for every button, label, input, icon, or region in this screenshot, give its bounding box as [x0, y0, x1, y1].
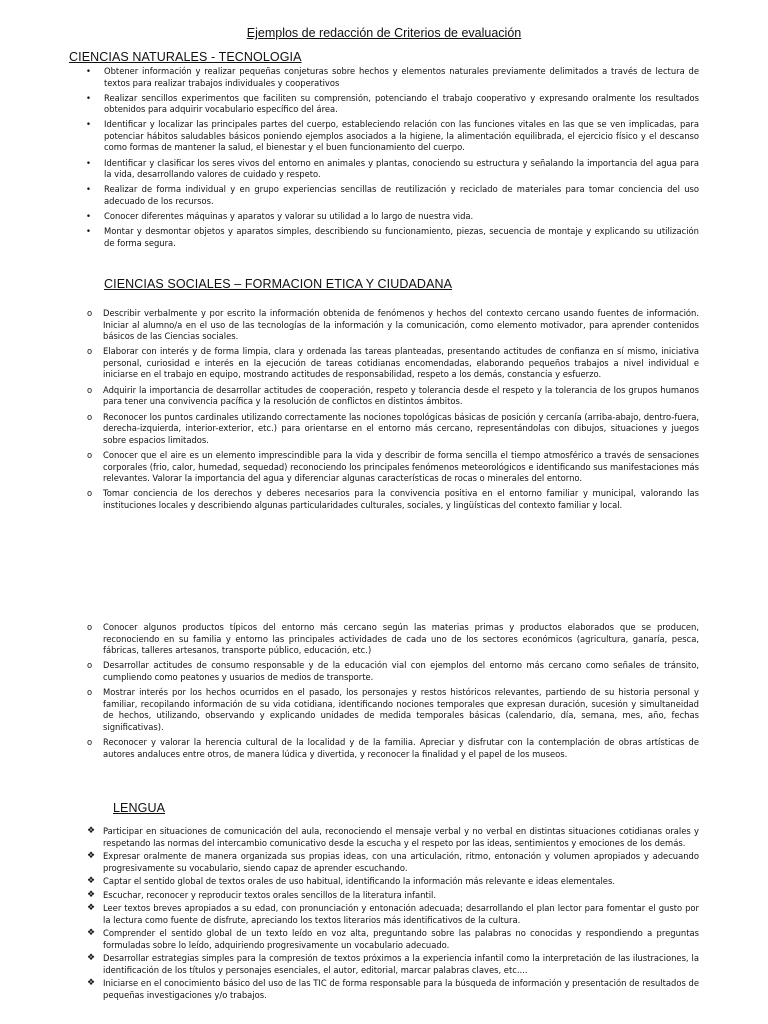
section-heading-lengua: LENGUA — [113, 801, 166, 815]
list-item: • Montar y desmontar objetos y aparatos simples, describiendo su funcionamiento, piezas, secuencia de montaje y explicando su utilización de forma segura. — [86, 226, 699, 248]
diamond-bullet-icon: ❖ — [87, 978, 96, 988]
diamond-bullet-icon: ❖ — [87, 889, 96, 900]
list-item: o Reconocer los puntos cardinales utilizando correctamente las nociones topológicas básicas de posición y cercanía (arriba-abajo, dentro-fuera, derecha-izquierda, interior-exterior, etc.) para orientarse en el entorno más cercano, representándolas con dibujos, situaciones y juegos sobre espacios limitados. — [87, 411, 699, 445]
circle-bullet-icon: o — [87, 308, 93, 318]
list-item: ❖ Leer textos breves apropiados a su edad, con pronunciación y entonación adecuada; desarrollando el plan lector para fomentar el gusto por la lectura como fuente de disfrute, apreciando los textos literarios más identificativos de la cultura. — [87, 903, 699, 925]
circle-bullet-icon: o — [87, 384, 93, 395]
list-item: o Tomar conciencia de los derechos y deberes necesarios para la convivencia positiva en el entorno familiar y municipal, valorando las instituciones locales y describiendo algunas particularidades culturales, sociales, y lingüísticas del contexto familiar y local. — [87, 488, 699, 510]
list-item: o Elaborar con interés y de forma limpia, clara y ordenada las tareas planteadas, presentando actitudes de confianza en sí mismo, iniciativa personal, curiosidad e interés en la ejecución de tareas cotidianas encomendadas, elaborando pequeños trabajos a nivel individual e iniciarse en el trabajo en equipo, mostrando actitudes de responsabilidad, respeto a los demás, constancia y esfuerzo. — [87, 346, 699, 380]
ciencias-naturales-list — [86, 66, 699, 253]
list-item: ❖ Participar en situaciones de comunicación del aula, reconociendo el mensaje verbal y no verbal en distintas situaciones cotidianas orales y respetando las normas del intercambio comunicativo desde la escucha y el respeto por las ideas, sentimientos y emociones de los demás. — [87, 826, 699, 848]
list-item: ❖ Desarrollar estrategias simples para la compresión de textos próximos a la experiencia infantil como la interpretación de las ilustraciones, la identificación de los títulos y personajes esenciales, el autor, editorial, marcar palabras claves, etc.... — [87, 953, 699, 975]
list-item: • Realizar de forma individual y en grupo experiencias sencillas de reutilización y reciclado de materiales para tomar conciencia del uso adecuado de los recursos. — [86, 184, 699, 206]
diamond-bullet-icon: ❖ — [87, 903, 96, 913]
diamond-bullet-icon: ❖ — [87, 953, 96, 963]
circle-bullet-icon: o — [87, 411, 93, 422]
list-item: o Mostrar interés por los hechos ocurridos en el pasado, los personajes y restos históricos relevantes, partiendo de su historia personal y familiar, recopilando información de su vida cotidiana, identificando nociones temporales que expresan duración, sucesión y simultaneidad de hechos, utilizando, observando y explicando unidades de medida temporales básicas (calendario, día, semana, mes, año, fechas significativas). — [87, 687, 699, 732]
list-item: ❖ Iniciarse en el conocimiento básico del uso de las TIC de forma responsable para la búsqueda de información y presentación de resultados de pequeñas investigaciones y/o trabajos. — [87, 978, 699, 1000]
diamond-bullet-icon: ❖ — [87, 928, 96, 938]
circle-bullet-icon: o — [87, 737, 93, 748]
bullet-icon: • — [86, 92, 91, 103]
list-item: o Reconocer y valorar la herencia cultural de la localidad y de la familia. Apreciar y disfrutar con la contemplación de obras artísticas de autores andaluces entre otros, de manera lúdica y divertida, y reconocer la finalidad y el papel de los museos. — [87, 737, 699, 759]
list-item: ❖ Escuchar, reconocer y reproducir textos orales sencillos de la literatura infantil. — [87, 889, 437, 900]
list-item: ❖ Comprender el sentido global de un texto leído en voz alta, preguntando sobre las palabras no conocidas y respondiendo a preguntas formuladas sobre lo leído, adquiriendo progresivamente un vocabulario adecuado. — [87, 928, 699, 950]
list-item: • Identificar y clasificar los seres vivos del entorno en animales y plantas, conociendo su estructura y señalando la importancia del agua para la vida, desarrollando valores de cuidado y respeto. — [86, 157, 699, 180]
list-item: o Describir verbalmente y por escrito la información obtenida de fenómenos y hechos del contexto cercano usando fuentes de información. Iniciar al alumno/a en el uso de las tecnologías de la información y la comunicación, como elemento motivador, para aprender contenidos básicos de las Ciencias sociales. — [87, 308, 699, 341]
lengua-list — [87, 826, 699, 1003]
ciencias-sociales-list — [87, 308, 699, 515]
list-item: • Obtener información y realizar pequeñas conjeturas sobre hechos y elementos naturales previamente delimitados a través de lectura de textos para realizar trabajos individuales y cooperativos — [86, 66, 699, 88]
circle-bullet-icon: o — [87, 450, 93, 461]
list-item: ❖ Expresar oralmente de manera organizada sus propias ideas, con una articulación, ritmo, entonación y volumen apropiados y adecuando progresivamente su vocabulario, siendo capaz de aprender escuchando. — [87, 851, 699, 873]
list-item: o Adquirir la importancia de desarrollar actitudes de cooperación, respeto y tolerancia desde el respeto y la tolerancia de los grupos humanos para tener una convivencia pacífica y la resolución de conflictos en distintos ámbitos. — [87, 384, 699, 407]
list-item: • Identificar y localizar las principales partes del cuerpo, estableciendo relación con las funciones vitales en las que se ven implicadas, para potenciar hábitos saludables básicos poniendo ejemplos asociados a la higiene, la alimentación equilibrada, el ejercicio físico y el descanso como formas de mantener la salud, el bienestar y el buen funcionamiento del cuerpo. — [86, 119, 699, 153]
document-title: Ejemplos de redacción de Criterios de evaluación — [246, 26, 522, 40]
circle-bullet-icon: o — [87, 346, 93, 357]
list-item: • Conocer diferentes máquinas y aparatos y valorar su utilidad a lo largo de nuestra vida. — [86, 210, 474, 221]
list-item: o Desarrollar actitudes de consumo responsable y de la educación vial con ejemplos del entorno más cercano como señales de tránsito, cumpliendo como peatones y usuarios de medios de transporte. — [87, 660, 699, 682]
diamond-bullet-icon: ❖ — [87, 851, 96, 861]
list-item: • Realizar sencillos experimentos que faciliten su comprensión, potenciando el trabajo cooperativo y expresando oralmente los resultados obtenidos para adquirir vocabulario específico del área. — [86, 92, 699, 115]
bullet-icon: • — [86, 66, 91, 76]
section-heading-ciencias-naturales: CIENCIAS NATURALES - TECNOLOGIA — [69, 50, 302, 64]
diamond-bullet-icon: ❖ — [87, 876, 96, 886]
circle-bullet-icon: o — [87, 488, 93, 499]
bullet-icon: • — [86, 226, 91, 237]
list-item: o Conocer algunos productos típicos del entorno más cercano según las materias primas y productos elaborados que se producen, reconociendo en su familia y entorno las principales actividades de cada uno de los sectores económicos (agricultura, ganaría, pesca, fábricas, talleres artesanos, transporte público, educación, etc.) — [87, 622, 699, 655]
section-heading-ciencias-sociales: CIENCIAS SOCIALES – FORMACION ETICA Y CIUDADANA — [104, 277, 453, 291]
diamond-bullet-icon: ❖ — [87, 826, 96, 836]
bullet-icon: • — [86, 184, 91, 195]
list-item: ❖ Captar el sentido global de textos orales de uso habitual, identificando la información más relevante e ideas elementales. — [87, 876, 615, 886]
bullet-icon: • — [86, 157, 91, 168]
ciencias-sociales-list-continued — [87, 622, 699, 764]
circle-bullet-icon: o — [87, 660, 93, 671]
circle-bullet-icon: o — [87, 622, 93, 632]
circle-bullet-icon: o — [87, 687, 93, 698]
list-item: o Conocer que el aire es un elemento imprescindible para la vida y describir de forma sencilla el tiempo atmosférico a través de sensaciones corporales (frio, calor, humedad, sequedad) reconociendo los principales fenómenos meteorológicos e identificando sus manifestaciones más relevantes. Valorar la importancia del agua y diferenciar algunas características de rocas o minerales del entorno. — [87, 450, 699, 484]
bullet-icon: • — [86, 119, 91, 130]
bullet-icon: • — [86, 210, 91, 221]
